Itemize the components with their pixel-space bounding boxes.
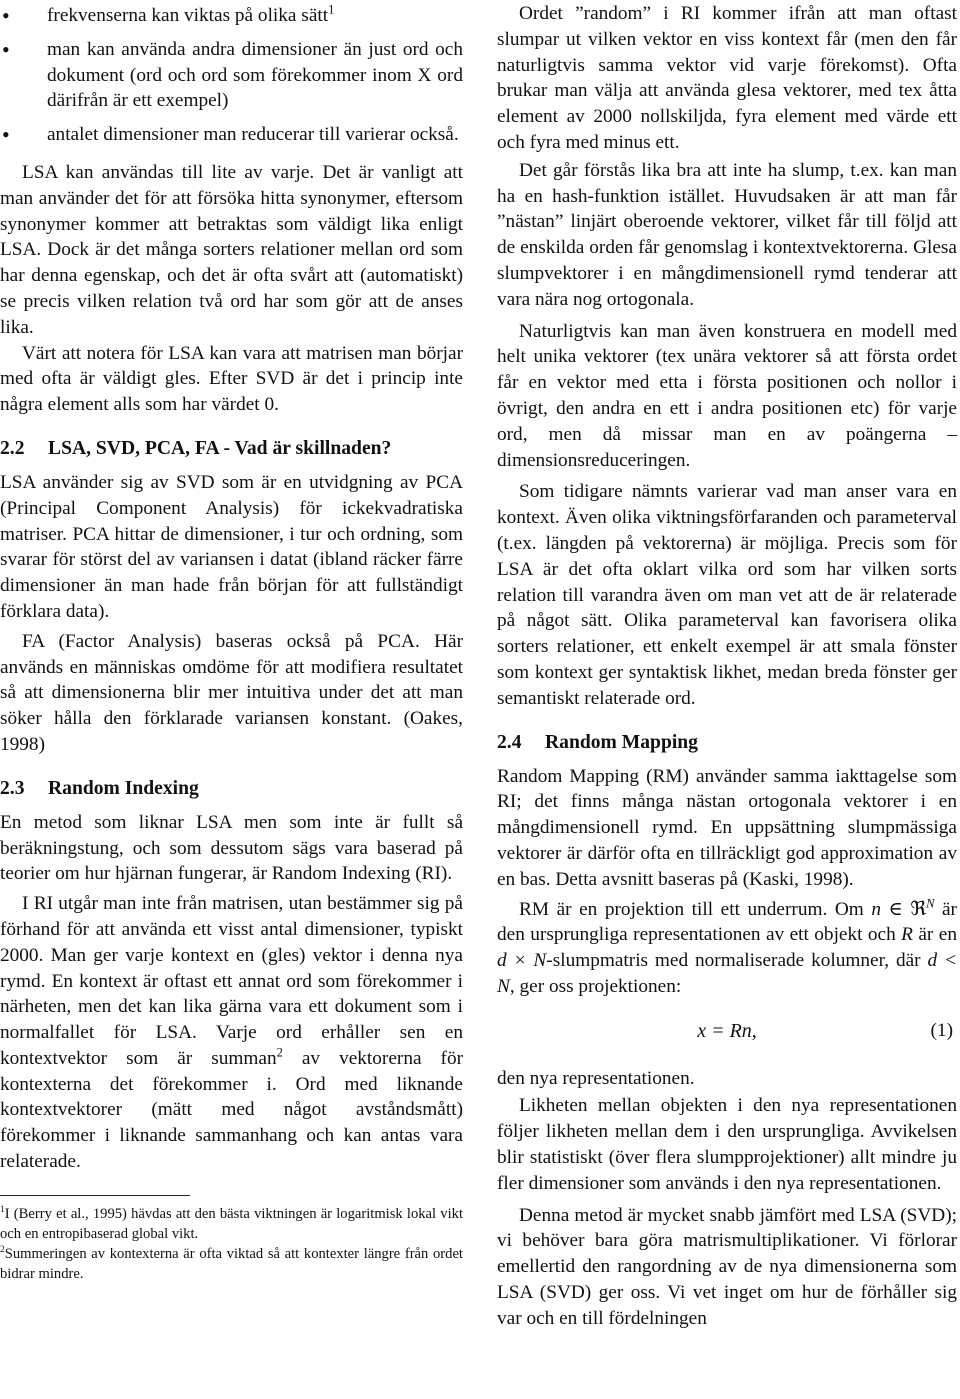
section-number: 2.2 <box>0 437 25 459</box>
equation-number: (1) <box>930 1019 953 1041</box>
paragraph <box>497 897 957 1000</box>
footnote <box>0 1244 463 1284</box>
paragraph: LSA använder sig av SVD som är en utvidgning av PCA (Principal Component Analysis) för ickekvadratiska matriser. PCA hittar de dimensioner, i tur och ordning, som svarar för störst del av variansen i datat (ibland räcker färre dimensioner än man hade från början för att fullständigt förklara data). <box>0 471 463 622</box>
bullet-text: frekvenserna kan viktas på olika sätt <box>47 5 329 26</box>
bullet-item: • antalet dimensioner man reducerar till varierar också. <box>0 122 463 148</box>
paragraph: Denna metod är mycket snabb jämfört med LSA (SVD); vi behöver bara göra matrismultiplikationer. Vi förlorar emellertid den rangordning av de nya dimensionerna som LSA (SVD) ger oss. Vi vet inget om hur de förhåller sig var och en till fördelningen <box>497 1204 957 1329</box>
math-expression: d × N <box>497 950 547 972</box>
section-heading <box>0 436 463 462</box>
paragraph: Random Mapping (RM) använder samma iakttagelse som RI; det finns många nästan ortogonala vektorer i en mångdimensionell rymd. En uppsättning slumpmässiga vektorer är därför ofta en tillräckligt god approximation av en bas. Detta avsnitt baseras på (Kaski, 1998). <box>497 765 957 890</box>
math-symbol: ∈ ℜ <box>880 898 927 920</box>
paragraph: Värt att notera för LSA kan vara att matrisen man börjar med ofta är väldigt gles. Efter SVD är det i princip inte några element alls som har värdet 0. <box>0 342 463 416</box>
paragraph: Som tidigare nämnts varierar vad man anser vara en kontext. Även olika viktningsförfaranden och parameterval (t.ex. längden på vektorerna) är möjliga. Precis som för LSA är det ofta oklart vilka ord som har vilken sorts relation till varandra även om man vet att de är relaterade på något sätt. Olika parameterval kan favorisera olika sorters relationer, ett enkelt exempel är att smala fönster som kontext ger syntaktisk likhet, medan breda fönster ger semantiskt relaterade ord. <box>497 481 957 709</box>
footnote-mark: 2 <box>0 1245 5 1256</box>
section-heading <box>0 776 463 802</box>
footnote-mark: 1 <box>0 1205 5 1216</box>
bullet-item: • man kan använda andra dimensioner än just ord och dokument (ord och ord som förekommer inom X ord därifrån är ett exempel) <box>0 37 463 114</box>
paragraph-text: RM är en projektion till ett underrum. Om <box>519 898 872 920</box>
bullet-item <box>0 3 463 29</box>
paragraph-text: , ger oss projektionen: <box>509 975 682 997</box>
equation <box>497 1020 957 1052</box>
section-title: LSA, SVD, PCA, FA - Vad är skillnaden? <box>48 437 392 459</box>
section-title: Random Mapping <box>545 731 698 753</box>
right-column <box>497 0 957 1332</box>
paragraph-text: I RI utgår man inte från matrisen, utan bestämmer sig på förhand för att använda ett visst antal dimensioner, typiskt 2000. Man ger varje kontext en (gles) vektor i denna nya rymd. En kontext är oftast ett annat ord som förekommer i närheten, men det kan lika gärna vara ett dokument som i normalfallet för LSA. Varje ord erhåller sen en kontextvektor som är summan <box>0 893 463 1069</box>
equation-expression: x = Rn, <box>697 1019 757 1042</box>
math-expression: d < N <box>497 950 958 997</box>
paragraph: En metod som liknar LSA men som inte är fullt så beräkningstung, och som dessutom sägs vara baserad på teorier om hur hjärnan fungerar, är Random Indexing (RI). <box>0 811 463 885</box>
left-column <box>0 0 463 1284</box>
footnote-text: Summeringen av kontexterna är ofta viktad så att kontexter längre från ordet bidrar mindre. <box>0 1245 463 1282</box>
paragraph: Naturligtvis kan man även konstruera en modell med helt unika vektorer (tex unära vektorer så att första ordet får en vektor med etta i första positionen och nollor i övrigt, den andra en ett i andra positionen etc) för varje ord, men då missar man en av poängerna – dimensionsreduceringen. <box>497 320 957 471</box>
paragraph: Ordet ”random” i RI kommer ifrån att man oftast slumpar ut vilken vektor en viss kontext får (men den får naturligtvis samma vektor vid varje förekomst). Ofta brukar man välja att använda glesa vektorer, med tex åtta element av 2000 nollskiljda, fyra element med värde ett och fyra med minus ett. <box>497 3 957 153</box>
bullet-list <box>0 3 463 148</box>
paragraph-text: är den ursprungliga representationen av ett objekt och <box>497 898 957 946</box>
footnote-ref: 1 <box>328 2 335 17</box>
section-heading <box>497 730 957 756</box>
math-superscript: N <box>926 896 935 911</box>
paragraph: FA (Factor Analysis) baseras också på PCA. Här används en människas omdöme för att modifiera resultatet så att dimensionerna blir mer intuitiva under det att man söker hålla den förklarade variansen konstant. (Oakes, 1998) <box>0 630 463 755</box>
paragraph: Det går förstås lika bra att inte ha slump, t.ex. kan man ha en hash-funktion istället. Huvudsaken är att man får ”nästan” linjärt oberoende vektorer, vilket får till följd att de enskilda orden får genomslag i kontextvektorerna. Glesa slumpvektorer i en mångdimensionell rymd tenderar att vara nära nog ortogonala. <box>497 159 957 310</box>
paragraph: den nya representationen. <box>497 1067 695 1089</box>
paragraph-text: -slumpmatris med normaliserade kolumner, där <box>546 950 928 972</box>
paragraph: Likheten mellan objekten i den nya representationen följer likheten mellan dem i den ursprungliga. Avvikelsen blir statistiskt (över flera slumpprojektioner) allt mindre ju fler dimensioner som används i den nya representationen. <box>497 1095 957 1194</box>
section-title: Random Indexing <box>48 777 199 799</box>
paragraph-text: av vektorerna för kontexterna det förekommer i. Ord med liknande kontextvektorer (mätt med något avståndsmått) förekommer i liknande sammanhang och kan antas vara relaterade. <box>0 1047 464 1173</box>
footnote-rule <box>0 1195 190 1196</box>
footnote <box>0 1204 463 1244</box>
section-number: 2.4 <box>497 731 522 753</box>
math-symbol: R <box>901 924 913 946</box>
footnote-text: I (Berry et al., 1995) hävdas att den bästa viktningen är logaritmisk lokal vikt och en entropibaserad global vikt. <box>0 1205 463 1242</box>
paragraph: LSA kan användas till lite av varje. Det är vanligt att man använder det för att försöka hitta synonymer, eftersom synonymer kommer att betraktas som väldigt lika enligt LSA. Dock är det många sorters relationer mellan ord som har denna egenskap, och det är ofta svårt att (automatiskt) se precis vilken relation två ord har som gör att de anses lika. <box>0 161 463 338</box>
section-number: 2.3 <box>0 777 25 799</box>
paragraph-text: är en <box>912 924 957 946</box>
math-symbol: n <box>871 898 881 920</box>
footnote-ref: 2 <box>276 1045 283 1060</box>
paragraph <box>0 891 463 1175</box>
